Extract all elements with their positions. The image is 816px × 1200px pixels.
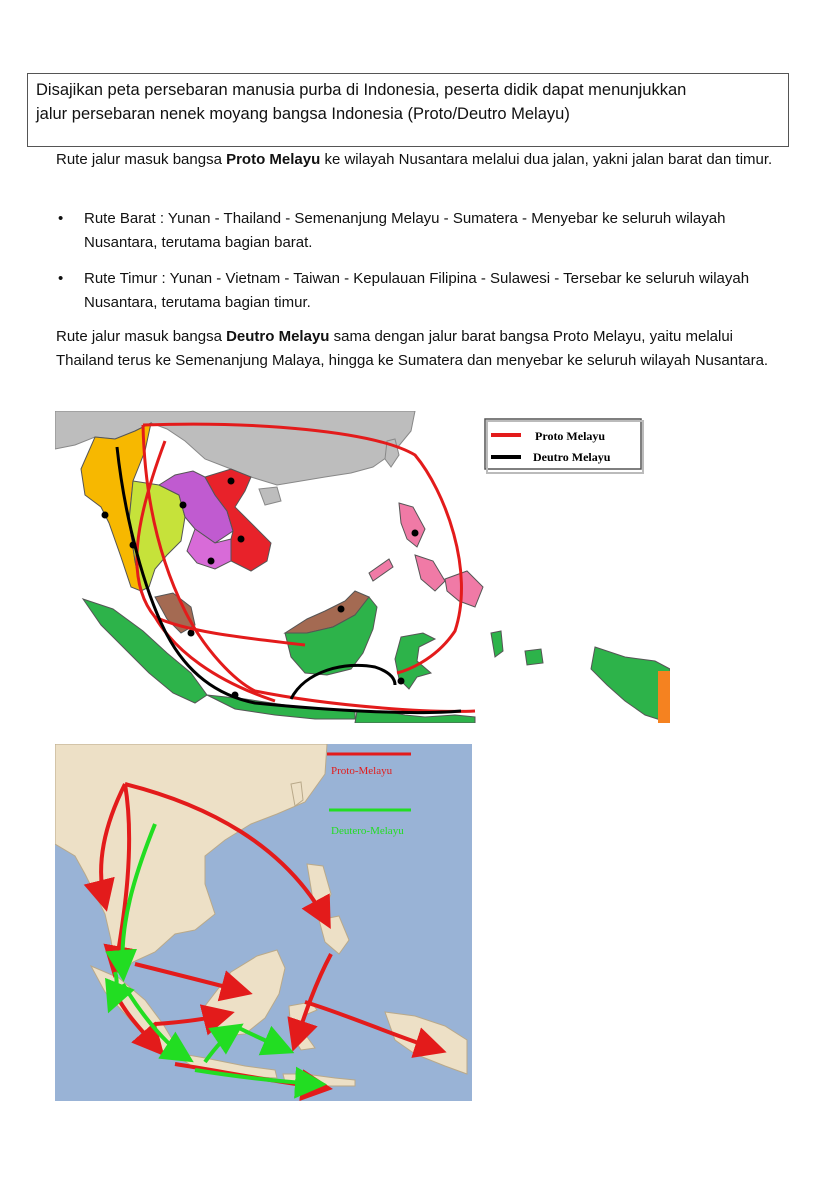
intro-text-end: ke wilayah Nusantara melalui dua jalan, yakni jalan barat dan timur. <box>320 151 773 168</box>
route-list <box>56 207 792 327</box>
map1-city-dot <box>102 512 109 519</box>
legend-label-deutro: Deutro Melayu <box>533 450 611 464</box>
task-description-box <box>27 73 789 147</box>
proto-melayu-intro <box>56 148 792 172</box>
route-west-text: Rute Barat : Yunan - Thailand - Semenanjung Melayu - Sumatera - Menyebar ke seluruh wilayah Nusantara, terutama bagian barat. <box>84 210 726 251</box>
proto-melayu-term: Proto Melayu <box>226 151 321 168</box>
map1-city-dot <box>412 530 419 537</box>
list-item <box>56 207 792 255</box>
map1-city-dot <box>208 558 215 565</box>
legend-label-proto: Proto-Melayu <box>331 765 393 777</box>
task-line-1: Disajikan peta persebaran manusia purba di Indonesia, peserta didik dapat menunjukkan <box>36 81 687 99</box>
map1-city-dot <box>338 606 345 613</box>
png-region <box>658 671 670 723</box>
intro-text-end: sama dengan jalur barat bangsa Proto Melayu, yaitu melalui Thailand terus ke Semenanjung Malaya, hingga ke Sumatera dan menyebar ke seluruh wilayah Nusantara. <box>56 328 769 369</box>
list-item <box>56 267 792 315</box>
legend-label-deutero: Deutero-Melayu <box>331 825 404 837</box>
task-line-2: jalur persebaran nenek moyang bangsa Indonesia (Proto/Deutro Melayu) <box>36 105 570 123</box>
bullet-icon: • <box>58 210 64 227</box>
migration-map-1 <box>55 411 670 723</box>
route-east-text: Rute Timur : Yunan - Vietnam - Taiwan - Kepulauan Filipina - Sulawesi - Tersebar ke seluruh wilayah Nusantara, terutama bagian timur. <box>84 270 750 311</box>
deutro-melayu-intro <box>56 325 792 373</box>
map1-city-dot <box>238 536 245 543</box>
map1-city-dot <box>228 478 235 485</box>
intro-text: Rute jalur masuk bangsa <box>56 151 227 168</box>
deutro-melayu-term: Deutro Melayu <box>226 328 330 345</box>
legend-label-proto: Proto Melayu <box>535 429 606 443</box>
bullet-icon: • <box>58 270 64 287</box>
map1-city-dot <box>398 678 405 685</box>
migration-map-2 <box>55 744 472 1101</box>
map1-city-dot <box>180 502 187 509</box>
seram-island <box>525 649 543 665</box>
intro-text: Rute jalur masuk bangsa <box>56 328 227 345</box>
